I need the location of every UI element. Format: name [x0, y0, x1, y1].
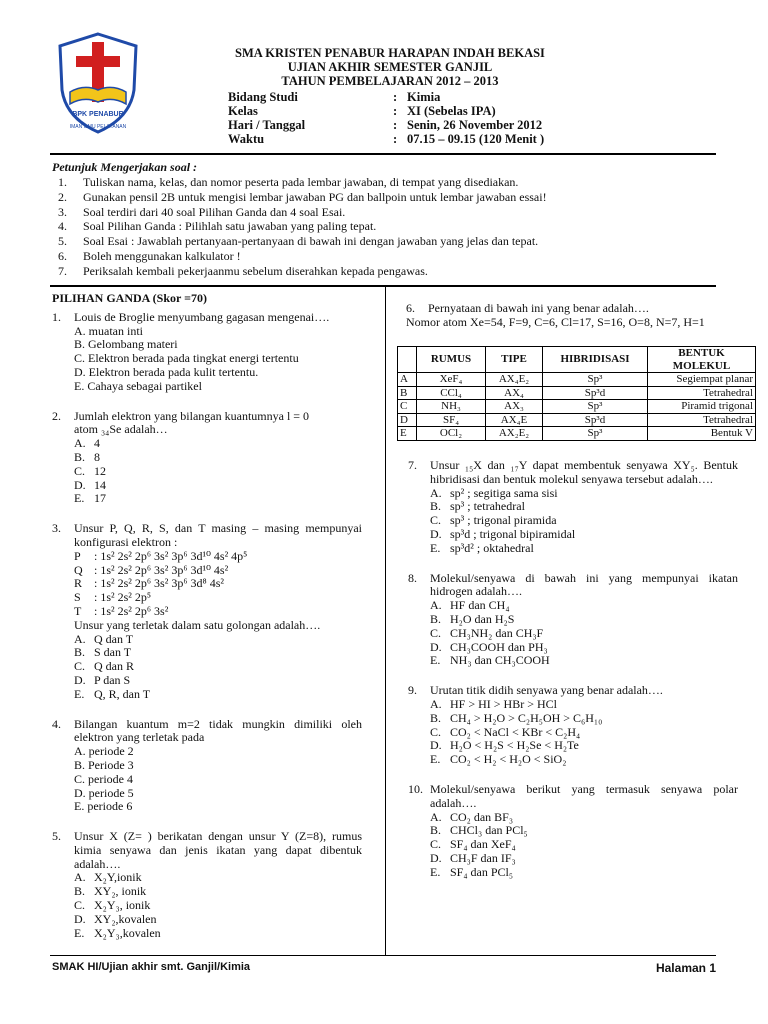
option: D. XY₂,kovalen — [74, 911, 157, 926]
option: A. HF dan CH₄ — [430, 598, 510, 613]
option: B. H₂O dan H₂S — [430, 611, 515, 626]
table-row: A XeF₄ AX₄E₂ Sp³ Segiempat planar — [398, 373, 756, 387]
option: D. periode 5 — [74, 785, 134, 800]
option: C. periode 4 — [74, 771, 133, 786]
page-footer — [52, 961, 716, 975]
question-10: 10. Molekul/senyawa berikut yang termasuk senyawa polar adalah…. A. CO₂ dan BF₃ B. CHCl₃ dan PCl₅ C. SF₄ dan XeF₄ D. CH₃F dan IF₃ E. SF₄ dan PCl₅ — [408, 781, 738, 879]
option: A. sp² ; segitiga sama sisi — [430, 485, 558, 500]
option: E. Cahaya sebagai partikel — [74, 378, 202, 393]
table-row: D SF₄ AX₄E Sp³d Tetrahedral — [398, 413, 756, 427]
academic-year: TAHUN PEMBELAJARAN 2012 – 2013 — [281, 74, 499, 88]
electron-config: Q : 1s² 2s² 2p⁶ 3s² 3p⁶ 3d¹⁰ 4s² — [74, 562, 229, 577]
electron-config: P : 1s² 2s² 2p⁶ 3s² 3p⁶ 3d¹⁰ 4s² 4p⁵ — [74, 548, 248, 563]
instruction-item: 3. Soal terdiri dari 40 soal Pilihan Ganda dan 4 soal Esai. — [58, 204, 346, 219]
question-text: atom ₃₄Se adalah… — [74, 422, 168, 437]
option: E. periode 6 — [74, 799, 133, 814]
hybridization-table — [397, 346, 756, 441]
right-column-top — [406, 302, 756, 330]
school-name: SMA KRISTEN PENABUR HARAPAN INDAH BEKASI — [235, 46, 545, 60]
question-text: Molekul/senyawa berikut yang termasuk senyawa polar adalah…. — [430, 781, 738, 810]
question-text: Louis de Broglie menyumbang gagasan mengenai…. — [74, 309, 330, 324]
left-column — [52, 292, 362, 940]
option: B. Gelombang materi — [74, 337, 178, 352]
option: E. CO₂ < H₂ < H₂O < SiO₂ — [430, 752, 567, 767]
option: D. Elektron berada pada kulit tertentu. — [74, 364, 259, 379]
question-text: Unsur yang terletak dalam satu golongan adalah…. — [74, 617, 321, 632]
option: A. periode 2 — [74, 744, 134, 759]
right-column-bottom — [408, 459, 738, 880]
question-4: 4. Bilangan kuantum m=2 tidak mungkin dimiliki oleh elektron yang terletak pada A. periode 2 B. Periode 3 C. periode 4 D. periode 5 E. periode 6 — [52, 716, 362, 814]
electron-config: T : 1s² 2s² 2p⁶ 3s² — [74, 603, 169, 618]
option: D. sp³d ; trigonal bipiramidal — [430, 526, 576, 541]
instructions-divider — [50, 285, 716, 287]
option: D. CH₃COOH dan PH₃ — [430, 639, 548, 654]
option: E. sp³d² ; oktahedral — [430, 540, 534, 555]
question-text: Unsur P, Q, R, S, dan T masing – masing mempunyai konfigurasi elektron : — [74, 521, 362, 549]
option: C. X₂Y₃, ionik — [74, 898, 151, 913]
option: C. SF₄ dan XeF₄ — [430, 837, 516, 852]
question-5: 5. Unsur X (Z= ) berikatan dengan unsur Y (Z=8), rumus kimia senyawa dan jenis ikatan yang dapat dibentuk adalah…. A. X₂Y,ionik B. XY₂, ionik C. X₂Y₃, ionik D. XY₂,kovalen E. X₂Y₃,kovalen — [52, 829, 362, 940]
option: D. 14 — [74, 477, 106, 492]
option: B. CH₄ > H₂O > C₂H₅OH > C₆H₁₀ — [430, 710, 603, 725]
info-row: Kelas : XI (Sebelas IPA) — [228, 104, 496, 118]
option: A. HF > HI > HBr > HCl — [430, 696, 557, 711]
electron-config: R : 1s² 2s² 2p⁶ 3s² 3p⁶ 3d⁸ 4s² — [74, 576, 224, 591]
page-number: Halaman 1 — [655, 961, 716, 975]
option: A. muatan inti — [74, 323, 143, 338]
logo-motto: IMAN ILMU PELAYANAN — [69, 124, 127, 130]
option: E. 17 — [74, 491, 106, 506]
instruction-item: 1. Tuliskan nama, kelas, dan nomor peserta pada lembar jawaban, di tempat yang disediakan. — [58, 175, 519, 189]
question-8: 8. Molekul/senyawa di bawah ini yang mempunyai ikatan hidrogen adalah…. A. HF dan CH₄ B. H₂O dan H₂S C. CH₃NH₂ dan CH₃F D. CH₃COOH dan PH₃ E. NH₃ dan CH₃COOH — [408, 570, 738, 668]
table-row: B CCl₄ AX₄ Sp³d Tetrahedral — [398, 386, 756, 400]
question-2: 2. Jumlah elektron yang bilangan kuantumnya l = 0 atom ₃₄Se adalah… A. 4 B. 8 C. 12 D. 14 E. 17 — [52, 410, 362, 507]
option: C. Q dan R — [74, 659, 134, 674]
info-row: Hari / Tanggal : Senin, 26 November 2012 — [228, 118, 543, 132]
instruction-item: 6. Boleh menggunakan kalkulator ! — [58, 248, 241, 263]
option: C. CO₂ < NaCl < KBr < C₂H₄ — [430, 724, 581, 739]
question-7: 7. Unsur ₁₅X dan ₁₇Y dapat membentuk senyawa XY₅. Bentuk hibridisasi dan bentuk molekul senyawa tersebut adalah…. A. sp² ; segitiga sama sisi B. sp³ ; tetrahedral C. sp³ ; trigonal piramida D. sp³d ; trigonal bipiramidal E. sp³d² ; oktahedral — [408, 458, 738, 555]
option: E. SF₄ dan PCl₅ — [430, 864, 514, 879]
question-text: Molekul/senyawa di bawah ini yang mempunyai ikatan hidrogen adalah…. — [430, 570, 738, 599]
option: B. XY₂, ionik — [74, 884, 147, 899]
instruction-item: 4. Soal Pilihan Ganda : Pilihlah satu jawaban yang paling tepat. — [58, 219, 377, 234]
footer-left-text: SMAK HI/Ujian akhir smt. Ganjil/Kimia — [52, 961, 251, 973]
question-text: Urutan titik didih senyawa yang benar adalah…. — [430, 683, 663, 698]
table-header: RUMUS TIPE HIBRIDISASI BENTUK MOLEKUL — [398, 347, 756, 373]
column-divider — [385, 287, 386, 955]
question-text: Nomor atom Xe=54, F=9, C=6, Cl=17, S=16, O=8, N=7, H=1 — [406, 314, 705, 329]
table-row: E OCl₂ AX₂E₂ Sp³ Bentuk V — [398, 427, 756, 441]
option: B. S dan T — [74, 645, 132, 660]
option: D. CH₃F dan IF₃ — [430, 850, 516, 865]
option: B. CHCl₃ dan PCl₅ — [430, 823, 528, 838]
question-text: Pernyataan di bawah ini yang benar adalah…. — [428, 301, 649, 315]
instruction-item: 5. Soal Esai : Jawablah pertanyaan-pertanyaan di bawah ini dengan jawaban yang jelas dan tepat. — [58, 234, 539, 249]
option: C. sp³ ; trigonal piramida — [430, 513, 557, 528]
question-6: 6. Pernyataan di bawah ini yang benar adalah…. — [406, 302, 756, 316]
option: C. 12 — [74, 463, 106, 478]
footer-divider — [50, 955, 716, 956]
question-text: Unsur ₁₅X dan ₁₇Y dapat membentuk senyawa XY₅. Bentuk hibridisasi dan bentuk molekul senyawa tersebut adalah…. — [430, 458, 738, 486]
header-divider — [50, 153, 716, 155]
option: E. NH₃ dan CH₃COOH — [430, 653, 550, 668]
school-logo — [52, 30, 144, 136]
option: B. 8 — [74, 449, 100, 464]
question-text: Unsur X (Z= ) berikatan dengan unsur Y (Z=8), rumus kimia senyawa dan jenis ikatan yang dapat dibentuk adalah…. — [74, 829, 362, 871]
option: E. X₂Y₃,kovalen — [74, 925, 161, 940]
question-3: 3. Unsur P, Q, R, S, dan T masing – masing mempunyai konfigurasi elektron : P : 1s² 2s² 2p⁶ 3s² 3p⁶ 3d¹⁰ 4s² 4p⁵ Q : 1s² 2s² 2p⁶ 3s² 3p⁶ 3d¹⁰ 4s² R : 1s² 2s² 2p⁶ 3s² 3p⁶ 3d⁸ 4s² S : 1s² 2s² 2p⁵ T : 1s² 2s² 2p⁶ 3s² Unsur yang terletak dalam satu golongan adalah…. A. Q dan T B. S dan T C. Q dan R D. P dan S E. Q, R, dan T — [52, 521, 362, 701]
option: A. X₂Y,ionik — [74, 870, 142, 885]
instruction-item: 7. Periksalah kembali pekerjaanmu sebelum diserahkan kepada pengawas. — [58, 263, 428, 278]
exam-title: UJIAN AKHIR SEMESTER GANJIL — [287, 60, 493, 74]
option: C. Elektron berada pada tingkat energi tertentu — [74, 351, 299, 366]
option: D. P dan S — [74, 672, 131, 687]
option: B. Periode 3 — [74, 757, 134, 772]
info-row: Waktu : 07.15 – 09.15 (120 Menit ) — [228, 132, 545, 146]
info-row: Bidang Studi : Kimia — [228, 90, 441, 104]
option: B. sp³ ; tetrahedral — [430, 499, 525, 514]
instruction-item: 2. Gunakan pensil 2B untuk mengisi lembar jawaban PG dan ballpoin untuk lembar jawaban essai! — [58, 189, 547, 204]
option: C. CH₃NH₂ dan CH₃F — [430, 625, 544, 640]
question-text: Bilangan kuantum m=2 tidak mungkin dimiliki oleh elektron yang terletak pada — [74, 716, 362, 745]
electron-config: S : 1s² 2s² 2p⁵ — [74, 590, 152, 605]
option: A. CO₂ dan BF₃ — [430, 809, 514, 824]
option: E. Q, R, dan T — [74, 686, 151, 701]
table-row: C NH₃ AX₃ Sp³ Piramid trigonal — [398, 400, 756, 414]
question-9: 9. Urutan titik didih senyawa yang benar adalah…. A. HF > HI > HBr > HCl B. CH₄ > H₂O > C₂H₅OH > C₆H₁₀ C. CO₂ < NaCl < KBr < C₂H₄ D. H₂O < H₂S < H₂Se < H₂Te E. CO₂ < H₂ < H₂O < SiO₂ — [408, 684, 738, 767]
option: D. H₂O < H₂S < H₂Se < H₂Te — [430, 738, 579, 753]
option: A. 4 — [74, 436, 100, 451]
instructions — [52, 160, 722, 279]
exam-info — [228, 90, 544, 146]
option: A. Q dan T — [74, 631, 134, 646]
logo-text: BPK PENABUR — [72, 111, 124, 118]
question-text: Jumlah elektron yang bilangan kuantumnya l = 0 — [74, 408, 310, 423]
question-1: 1. Louis de Broglie menyumbang gagasan mengenai…. A. muatan inti B. Gelombang materi C. Elektron berada pada tingkat energi tertentu D. Elektron berada pada kulit tertentu. E. Cahaya sebagai partikel — [52, 311, 362, 394]
instructions-title: Petunjuk Mengerjakan soal : — [52, 160, 198, 174]
section-title: PILIHAN GANDA (Skor =70) — [52, 291, 207, 305]
